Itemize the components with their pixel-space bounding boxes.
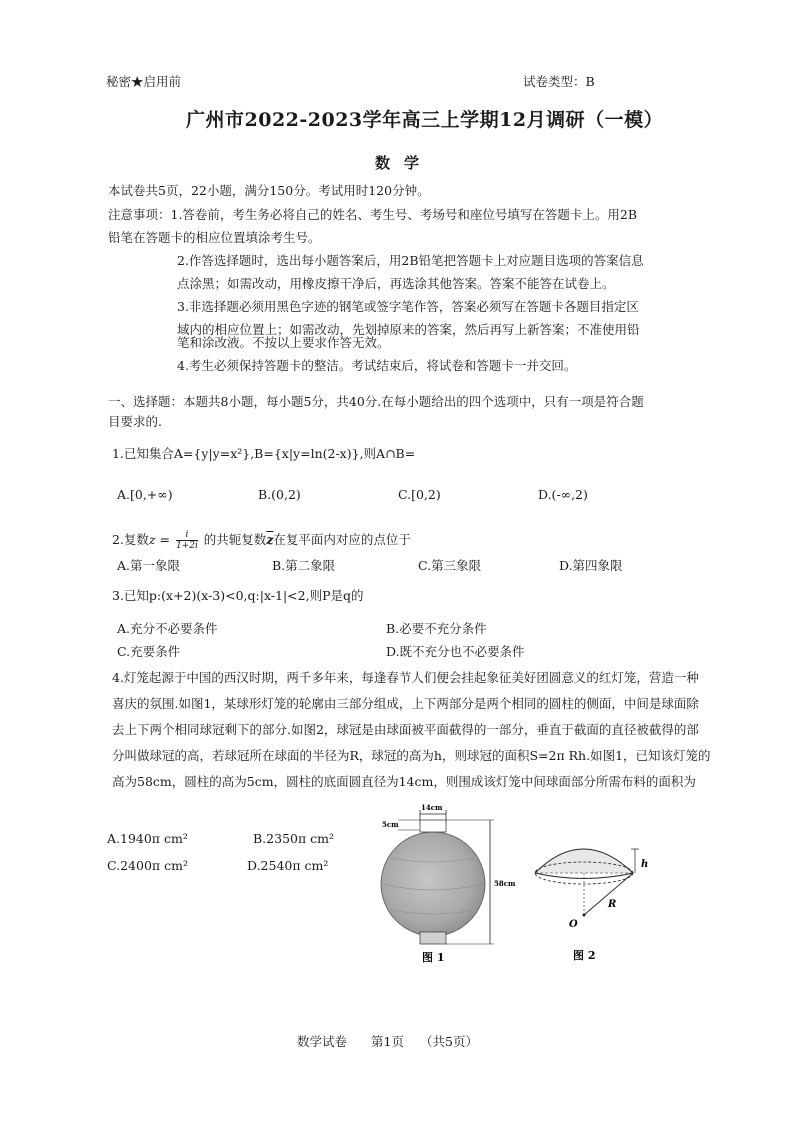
- question-2-stem: [112, 530, 411, 551]
- q3-option-d: D.既不充分也不必要条件: [386, 644, 525, 659]
- note-3-line-2: 域内的相应位置上；如需改动，先划掉原来的答案，然后再写上新答案；不准使用铅: [177, 322, 640, 337]
- fig1-height-label: 58cm: [494, 879, 516, 888]
- q2-suffix: 在复平面内对应的点位于: [273, 532, 411, 547]
- footer-subject: 数学试卷: [297, 1034, 348, 1049]
- q2-numerator: i: [176, 530, 198, 541]
- note-3-line-3: 笔和涂改液。不按以上要求作答无效。: [177, 335, 390, 350]
- q2-option-c: C.第三象限: [418, 558, 482, 573]
- note-2-line-2: 点涂黑；如需改动，用橡皮擦干净后，再选涂其他答案。答案不能答在试卷上。: [177, 276, 615, 291]
- figure-1-lantern: [370, 800, 530, 965]
- fig2-caption: 图 2: [573, 949, 596, 962]
- q4-option-d: D.2540π cm²: [247, 858, 329, 873]
- question-4-line-1: 4.灯笼起源于中国的西汉时期，两千多年来，每逢春节人们便会挂起象征美好团圆意义的红灯笼，营造一种: [112, 670, 699, 685]
- section-1-line-1: 一、选择题：本题共8小题，每小题5分，共40分.在每小题给出的四个选项中，只有一项是符合题: [108, 394, 644, 409]
- q2-eq: =: [155, 532, 174, 547]
- fig1-cylinder-label: 5cm: [382, 820, 399, 829]
- note-2-line-1: 2.作答选择题时，选出每小题答案后，用2B铅笔把答题卡上对应题目选项的答案信息: [177, 253, 644, 268]
- q4-option-b: B.2350π cm²: [253, 831, 335, 846]
- q1-option-b: B.(0,2): [258, 487, 301, 502]
- q2-mid: 的共轭复数: [199, 532, 267, 547]
- note-4: 4.考生必须保持答题卡的整洁。考试结束后，将试卷和答题卡一并交回。: [177, 358, 577, 373]
- q1-option-d: D.(-∞,2): [538, 487, 588, 502]
- fig2-r-label: R: [608, 899, 617, 910]
- fig1-caption: 图 1: [422, 951, 445, 964]
- fig1-bottom-cylinder: [420, 932, 446, 944]
- q4-option-c: C.2400π cm²: [107, 858, 188, 873]
- q2-option-a: A.第一象限: [117, 558, 181, 573]
- confidential-mark: 秘密★启用前: [106, 74, 182, 89]
- fig1-sphere: [381, 832, 485, 936]
- q2-fraction: [176, 530, 198, 551]
- question-1-stem: 1.已知集合A={y|y=x²},B={x|y=ln(2-x)},则A∩B=: [112, 446, 416, 461]
- q2-denominator: 1+2i: [175, 541, 198, 551]
- note-1-line-2: 铅笔在答题卡的相应位置填涂考生号。: [108, 230, 321, 245]
- question-4-line-2: 喜庆的氛围.如图1，某球形灯笼的轮廓由三部分组成，上下两部分是两个相同的圆柱的侧面，中间是球面除: [112, 696, 699, 711]
- q3-option-c: C.充要条件: [117, 644, 181, 659]
- page-title: 广州市2022-2023学年高三上学期12月调研（一模）: [186, 109, 664, 131]
- fig2-h-label: h: [641, 859, 649, 870]
- note-3-line-1: 3.非选择题必须用黑色字迹的钢笔或签字笔作答，答案必须写在答题卡各题目指定区: [177, 299, 639, 314]
- q3-option-b: B.必要不充分条件: [386, 621, 487, 636]
- paper-type: 试卷类型：B: [523, 74, 595, 89]
- fig1-top-cylinder: [420, 820, 446, 832]
- q2-option-b: B.第二象限: [272, 558, 336, 573]
- q2-option-d: D.第四象限: [559, 558, 623, 573]
- intro-text: 本试卷共5页，22小题，满分150分。考试用时120分钟。: [108, 183, 430, 198]
- q1-option-c: C.[0,2): [398, 487, 441, 502]
- question-4-line-3: 去上下两个相同球冠剩下的部分.如图2，球冠是由球面被平面截得的一部分，垂直于截面的直径被截得的部: [112, 722, 699, 737]
- q2-conjugate-z: $\overline{z}$: [266, 532, 274, 547]
- q4-option-a: A.1940π cm²: [107, 831, 188, 846]
- q3-option-a: A.充分不必要条件: [117, 621, 218, 636]
- fig2-cap-surface: [535, 849, 633, 873]
- note-1-line-1: 注意事项：1.答卷前，考生务必将自己的姓名、考生号、考场号和座位号填写在答题卡上。用2B: [108, 207, 638, 222]
- fig2-o-label: O: [569, 919, 578, 930]
- footer-total-pages: （共5页）: [420, 1034, 478, 1049]
- q1-option-a: A.[0,+∞): [117, 487, 173, 502]
- question-3-stem: 3.已知p:(x+2)(x-3)<0,q:|x-1|<2,则P是q的: [112, 588, 364, 603]
- figure-2-spherical-cap: [525, 825, 660, 965]
- question-4-line-4: 分叫做球冠的高，若球冠所在球面的半径为R，球冠的高为h，则球冠的面积S=2π Rh.如图1，已知该灯笼的: [112, 748, 711, 763]
- fig1-width-label: 14cm: [421, 803, 443, 812]
- section-1-line-2: 目要求的.: [108, 414, 162, 429]
- q2-prefix: 2.复数: [112, 532, 149, 547]
- footer-page-number: 第1页: [371, 1034, 404, 1049]
- q2-z: z: [148, 532, 156, 547]
- subject-heading: 数学: [375, 154, 434, 172]
- question-4-line-5: 高为58cm，圆柱的高为5cm，圆柱的底面圆直径为14cm，则围成该灯笼中间球面部分所需布料的面积为: [112, 774, 696, 789]
